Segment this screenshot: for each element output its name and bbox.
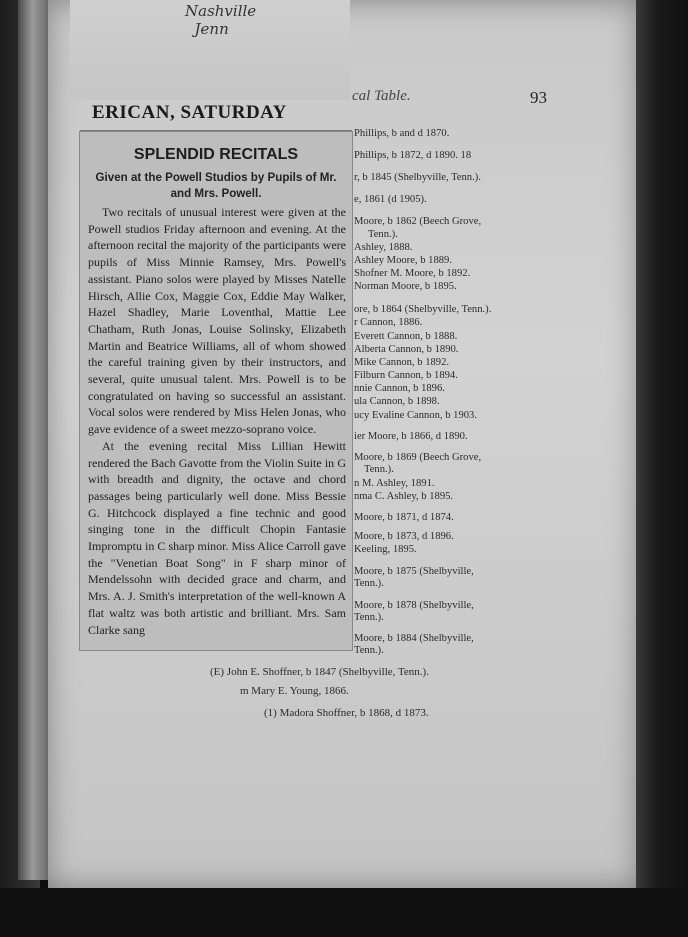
- ledger-row: Filburn Cannon, b 1894.: [354, 370, 458, 381]
- ledger-row: Tenn.).: [368, 229, 398, 240]
- ledger-row: nma C. Ashley, b 1895.: [354, 491, 454, 502]
- ledger-row: nnie Cannon, b 1896.: [354, 383, 445, 394]
- ledger-row: Moore, b 1873, d 1896.: [354, 531, 454, 542]
- ledger-row: ore, b 1864 (Shelbyville, Tenn.).: [354, 304, 492, 315]
- ledger-row: Tenn.).: [354, 645, 384, 656]
- ledger-row: Norman Moore, b 1895.: [354, 281, 457, 292]
- ledger-row: ier Moore, b 1866, d 1890.: [354, 431, 468, 442]
- ledger-row: Moore, b 1884 (Shelbyville,: [354, 633, 474, 644]
- ledger-row: ula Cannon, b 1898.: [354, 396, 440, 407]
- ledger-row: Phillips, b 1872, d 1890. 18: [354, 150, 472, 161]
- ledger-row: Tenn.).: [364, 464, 394, 475]
- ledger-row: r, b 1845 (Shelbyville, Tenn.).: [354, 172, 481, 183]
- ledger-row: r Cannon, 1886.: [354, 317, 423, 328]
- ledger-row: Shofner M. Moore, b 1892.: [354, 268, 471, 279]
- ledger-row: Alberta Cannon, b 1890.: [354, 344, 459, 355]
- book-cover-right-edge: [636, 0, 688, 937]
- clipping-paragraph: Two recitals of unusual interest were given at the Powell studios Friday afternoon and evening. At the afternoon recital the majority of the participants were pupils of Miss Minnie Ramsey, Mrs. Powell's assistant. Piano solos were played by Misses Natelle Hirsch, Allie Cox, Maggie Cox, Eddie May Walker, Hazel Shadley, Marie Loventhal, Mattie Lee Chatham, Ruth Jonas, Louise Solinsky, Elizabeth Martin and Beatrice Williams, all of whom showed the careful training given by their instructors, and several, quite unusual talent. Mrs. Powell is to be congratulated on having so successful an assistant. Vocal solos were rendered by Miss Helen Jonas, who gave evidence of a sweet mezzo-soprano voice.: [88, 205, 346, 437]
- ledger-row: m Mary E. Young, 1866.: [240, 685, 349, 697]
- ledger-row: Moore, b 1862 (Beech Grove,: [354, 216, 482, 227]
- scan-background-bottom: [0, 888, 688, 937]
- clipping-subhead: Given at the Powell Studios by Pupils of Mr. and Mrs. Powell.: [95, 171, 337, 200]
- ledger-row: Tenn.).: [354, 612, 384, 623]
- newspaper-clipping: [80, 132, 352, 650]
- ledger-row: Moore, b 1875 (Shelbyville,: [354, 566, 474, 577]
- ledger-row: (E) John E. Shoffner, b 1847 (Shelbyville, Tenn.).: [210, 666, 429, 678]
- ledger-row: e, 1861 (d 1905).: [354, 194, 427, 205]
- ledger-row: Moore, b 1869 (Beech Grove,: [354, 452, 482, 463]
- ledger-row: (1) Madora Shoffner, b 1868, d 1873.: [264, 707, 429, 719]
- ledger-row: Ashley Moore, b 1889.: [354, 255, 452, 266]
- ledger-row: Phillips, b and d 1870.: [354, 128, 450, 139]
- page-header-title: cal Table.: [352, 88, 411, 104]
- ledger-row: Ashley, 1888.: [354, 242, 413, 253]
- newspaper-masthead: ERICAN, SATURDAY: [92, 102, 287, 123]
- clipping-body: [88, 204, 346, 638]
- page-number: 93: [530, 88, 547, 107]
- handwritten-note: Nashville Jenn: [185, 2, 257, 38]
- masthead-rule: [80, 130, 352, 131]
- ledger-row: Keeling, 1895.: [354, 544, 417, 555]
- ledger-row: Moore, b 1878 (Shelbyville,: [354, 600, 474, 611]
- ledger-row: ucy Evaline Cannon, b 1903.: [354, 410, 477, 421]
- ledger-row: n M. Ashley, 1891.: [354, 478, 435, 489]
- ledger-row: Everett Cannon, b 1888.: [354, 331, 458, 342]
- ledger-row: Tenn.).: [354, 578, 384, 589]
- clipping-paragraph: At the evening recital Miss Lillian Hewitt rendered the Bach Gavotte from the Violin Suite in G with breadth and dignity, the octave and chord passages being particularly well done. Miss Bessie G. Hitchcock displayed a fine technic and good singing tone in the difficult Chopin Fantasie Impromptu in C sharp minor. Miss Alice Carroll gave the "Venetian Boat Song" in F sharp minor of Mendelssohn with decided grace and charm, and Mrs. A. J. Smith's interpretation of the well-known A flat waltz was both artistic and brilliant. Mrs. Sam Clarke sang: [88, 438, 346, 637]
- ledger-row: Moore, b 1871, d 1874.: [354, 512, 454, 523]
- ledger-row: Mike Cannon, b 1892.: [354, 357, 450, 368]
- clipping-headline: SPLENDID RECITALS: [133, 146, 299, 163]
